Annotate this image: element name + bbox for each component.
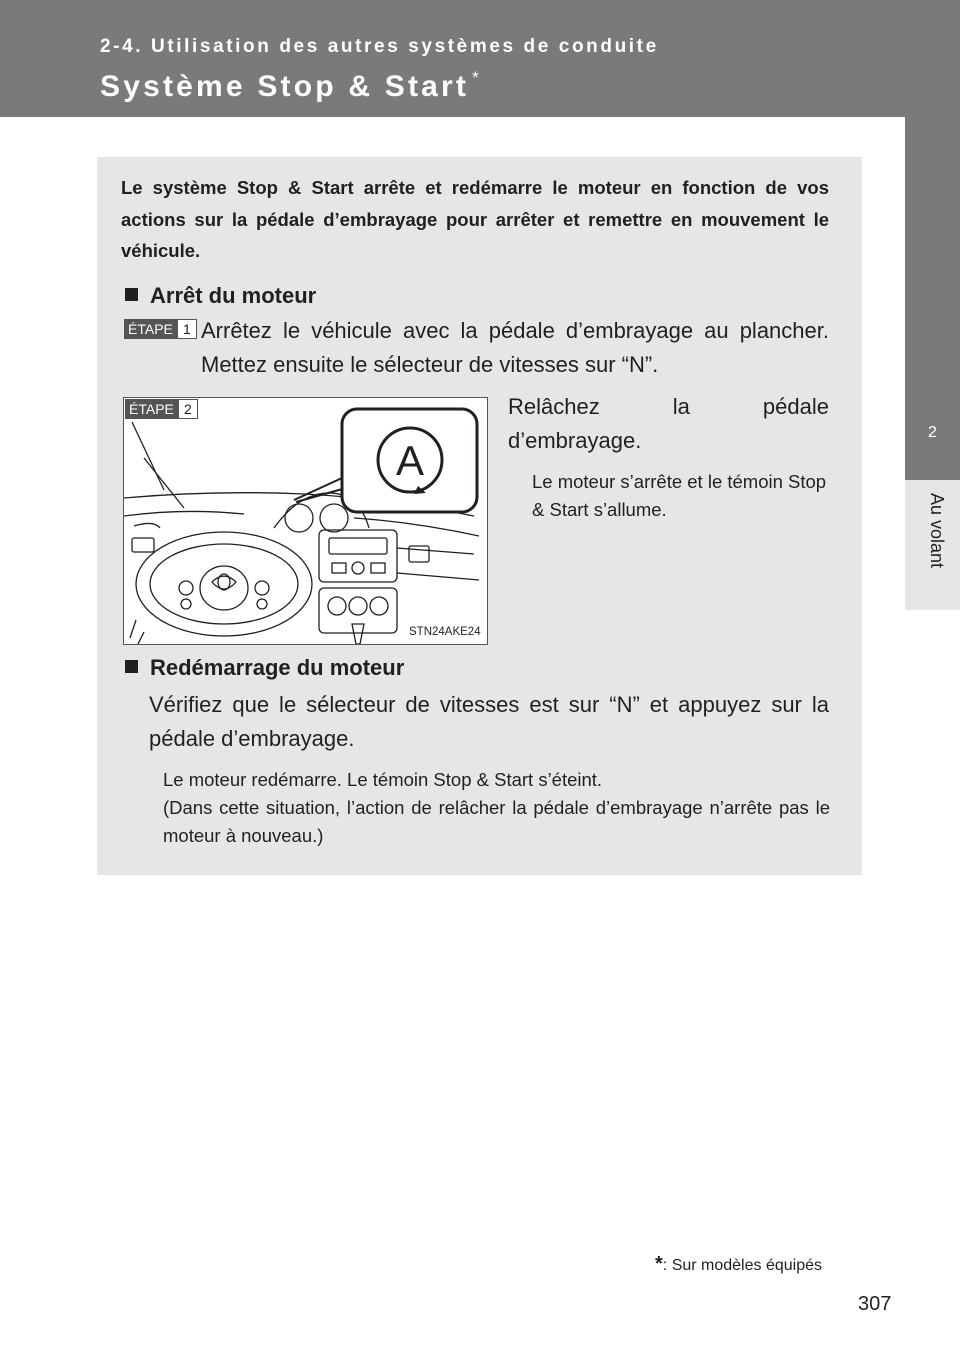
step-number: 2 (178, 399, 198, 419)
figure-code: STN24AKE24 (409, 626, 481, 638)
step-2-badge (125, 399, 198, 419)
brand-emblem (212, 576, 236, 589)
heading-engine-restart (125, 655, 404, 681)
footnote (655, 1253, 822, 1276)
page-number: 307 (858, 1293, 892, 1315)
a-pillar-left (132, 422, 164, 490)
restart-note-2: (Dans cette situation, l’action de relâcher la pédale d’embrayage n’arrête pas le moteur à nouveau.) (163, 797, 830, 846)
step-label: ÉTAPE (124, 319, 177, 339)
steering-wheel (136, 532, 312, 636)
bullet-square-icon (125, 660, 138, 673)
heading-engine-stop-text: Arrêt du moteur (150, 283, 317, 308)
equipped-mark: * (472, 68, 482, 87)
chapter-side-tab (905, 0, 960, 1362)
step-number: 1 (177, 319, 197, 339)
page-title (100, 70, 482, 104)
step-label: ÉTAPE (125, 399, 178, 419)
chapter-number: 2 (928, 424, 937, 441)
left-vent (132, 538, 154, 552)
page-title-text: Système Stop & Start (100, 70, 470, 103)
restart-note-1: Le moteur redémarre. Le témoin Stop & Start s’éteint. (163, 769, 603, 790)
side-tab-top (905, 0, 960, 388)
indicator-letter: A (395, 437, 425, 484)
chapter-label: Au volant (927, 493, 947, 569)
audio-display (329, 538, 387, 554)
heading-engine-stop (125, 283, 316, 309)
step-1-text: Arrêtez le véhicule avec la pédale d’embrayage au plancher. Mettez ensuite le sélecteur de vitesses sur “N”. (201, 318, 829, 377)
dashboard-illustration (123, 397, 488, 645)
footnote-text: : Sur modèles équipés (662, 1257, 822, 1274)
footnote-mark: * (655, 1253, 663, 1275)
bullet-square-icon (125, 288, 138, 301)
step-2-text (508, 390, 829, 458)
intro-text: Le système Stop & Start arrête et redémarre le moteur en fonction de vos actions sur la pédale d’embrayage pour arrêter et remettre en mouvement le véhicule. (121, 177, 829, 261)
section-label: 2-4. Utilisation des autres systèmes de conduite (100, 36, 659, 57)
page-header (0, 0, 905, 117)
dashboard-drawing (124, 398, 487, 644)
step-1-badge (124, 319, 197, 339)
restart-instruction: Vérifiez que le sélecteur de vitesses est sur “N” et appuyez sur la pédale d’embrayage. (149, 692, 829, 751)
step-2-text-content: Relâchez la pédale d’embrayage. (508, 394, 829, 453)
right-vent (409, 546, 429, 562)
heading-engine-restart-text: Redémarrage du moteur (150, 655, 405, 680)
step-2-note: Le moteur s’arrête et le témoin Stop & Start s’allume. (532, 471, 827, 520)
